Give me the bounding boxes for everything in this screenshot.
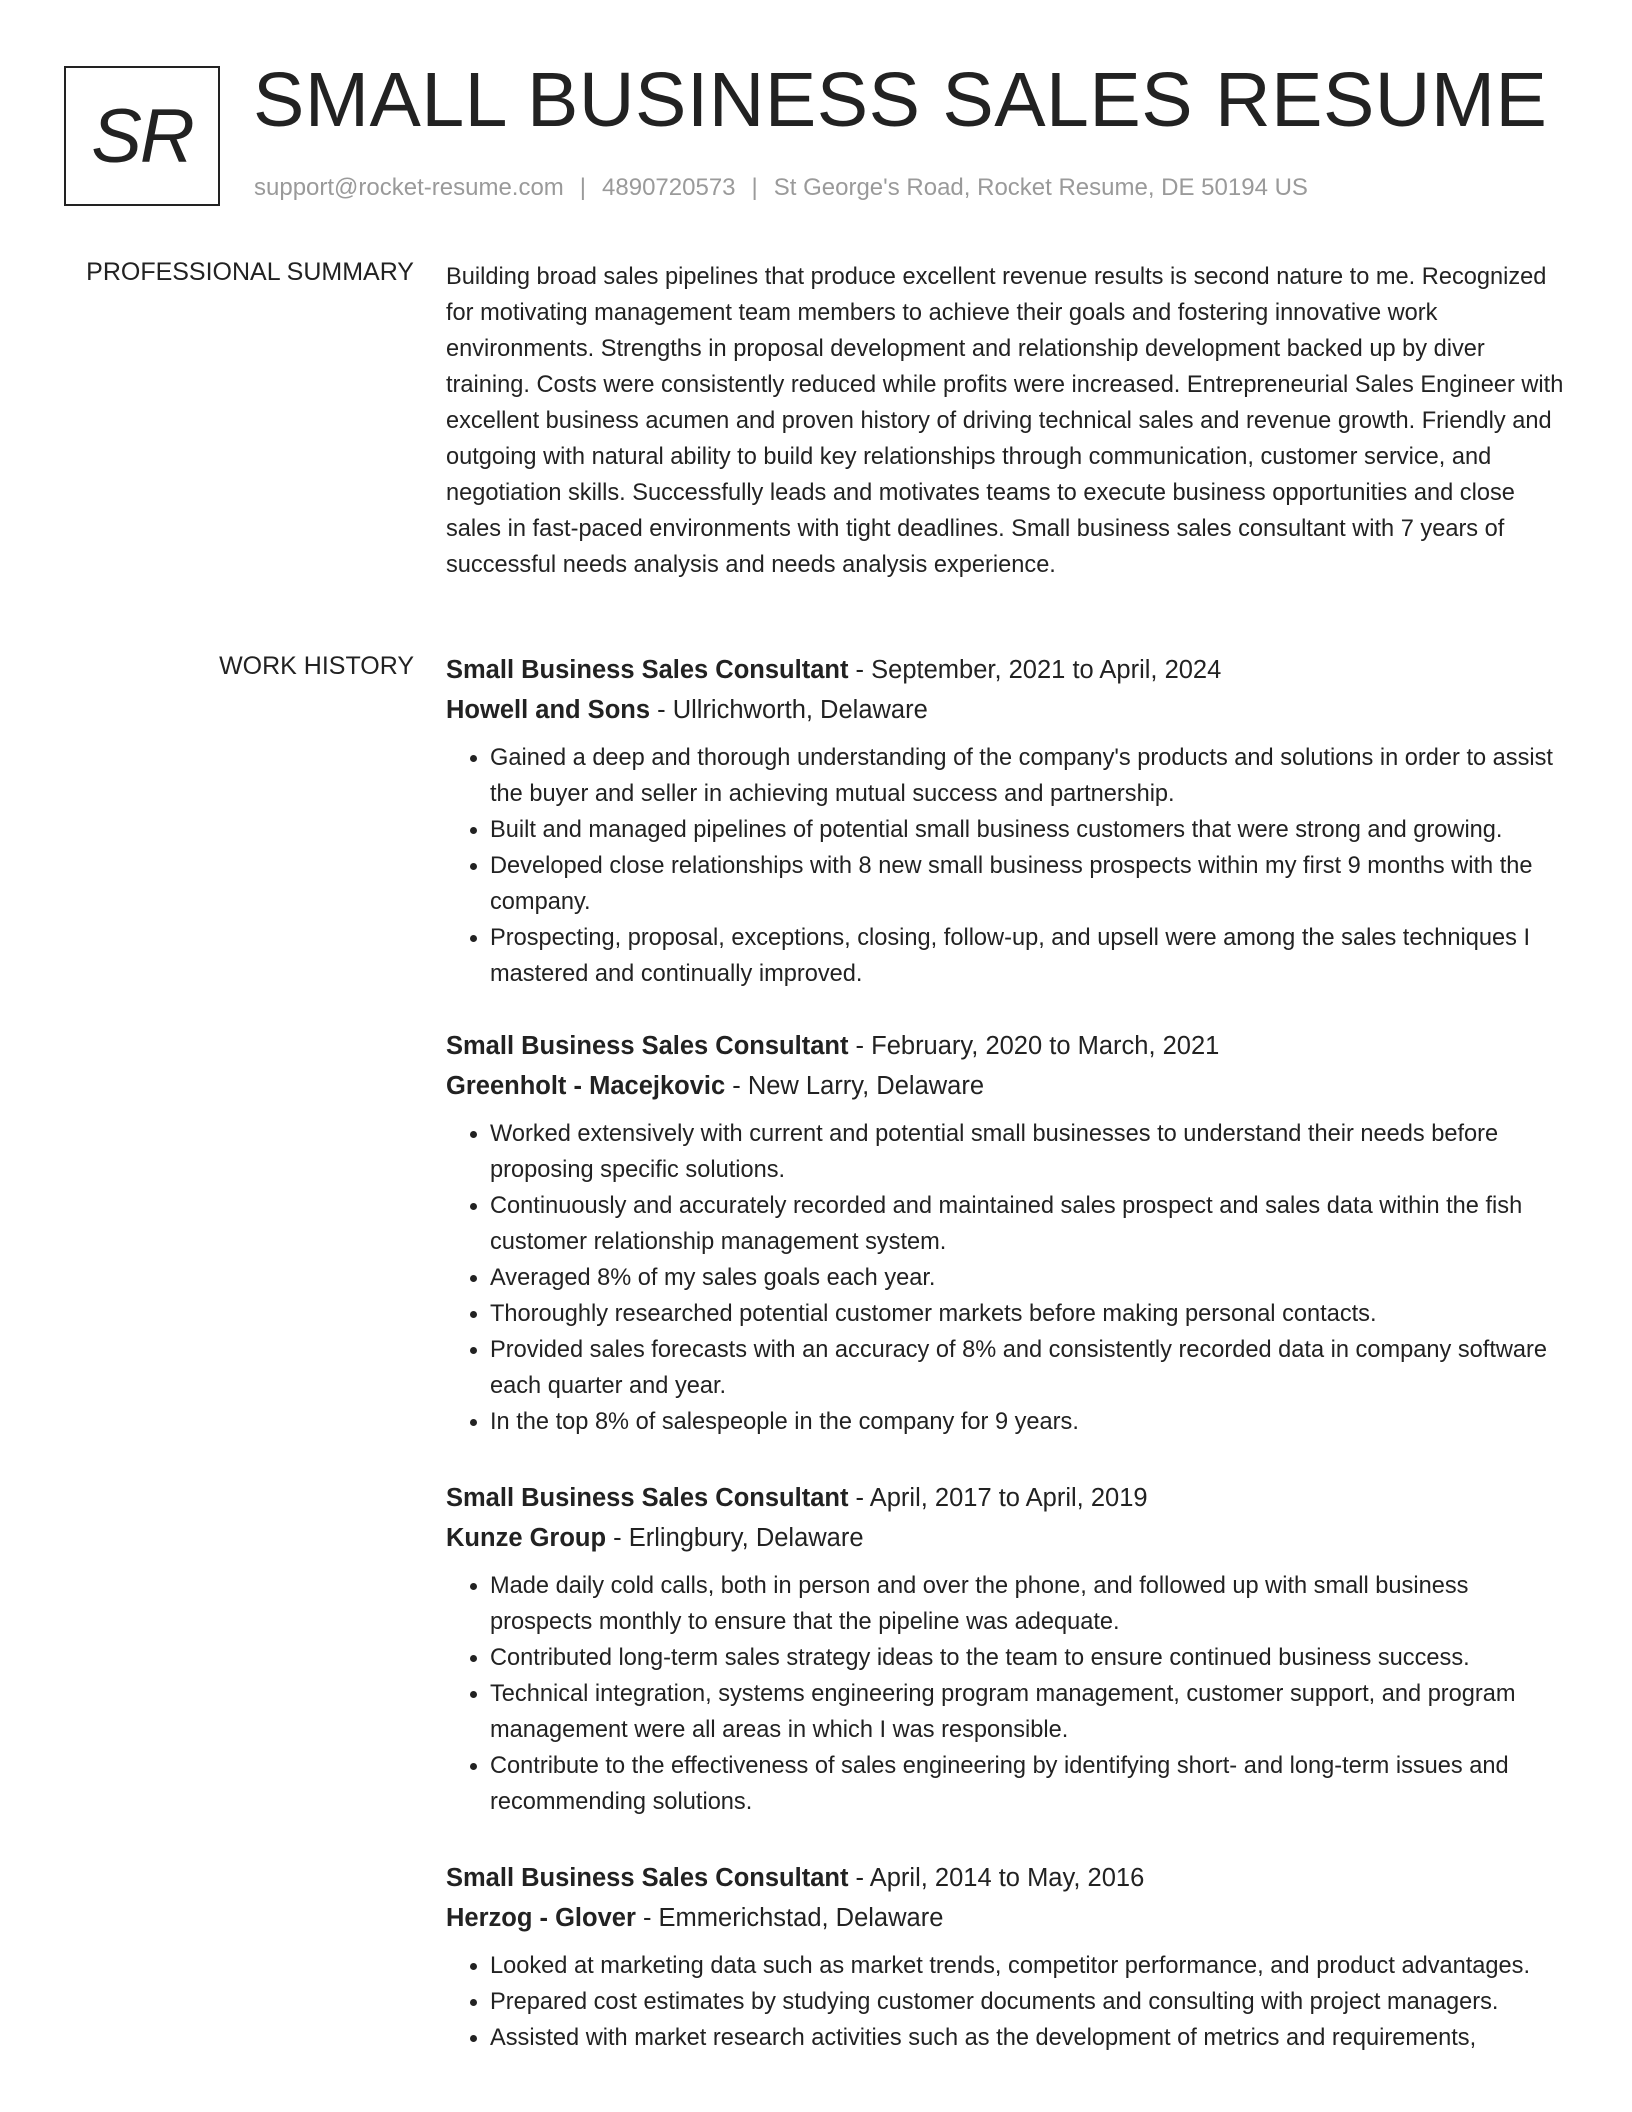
list-item: • Contributed long-term sales strategy ideas to the team to ensure continued business success. [490, 1640, 1572, 1676]
contact-address: St George's Road, Rocket Resume, DE 50194 US [773, 174, 1308, 201]
job-dates: - April, 2017 to April, 2019 [848, 1484, 1148, 1512]
list-item: • Made daily cold calls, both in person and over the phone, and followed up with small business prospects monthly to ensure that the pipeline was adequate. [490, 1568, 1572, 1640]
list-item: • Looked at marketing data such as market trends, competitor performance, and product advantages. [490, 1948, 1572, 1984]
job-entry [446, 1478, 1572, 1820]
job-title-line [446, 650, 1572, 690]
job-dates: - February, 2020 to March, 2021 [848, 1032, 1220, 1060]
job-entry [446, 1026, 1572, 1440]
summary-section [446, 259, 1572, 583]
contact-line [254, 174, 1308, 202]
job-dates: - September, 2021 to April, 2024 [848, 656, 1222, 684]
job-entry [446, 650, 1572, 992]
job-company-line [446, 1898, 1572, 1938]
job-entry [446, 1858, 1572, 2056]
contact-email[interactable]: support@rocket-resume.com [254, 174, 564, 201]
job-location: - New Larry, Delaware [725, 1072, 985, 1100]
contact-separator: | [751, 174, 758, 201]
list-item: • Prepared cost estimates by studying customer documents and consulting with project managers. [490, 1984, 1572, 2020]
job-bullets [446, 1116, 1572, 1440]
job-title-line [446, 1026, 1572, 1066]
job-location: - Erlingbury, Delaware [606, 1524, 864, 1552]
list-item: • In the top 8% of salespeople in the company for 9 years. [490, 1404, 1572, 1440]
job-company: Kunze Group [446, 1524, 607, 1552]
list-item: • Thoroughly researched potential customer markets before making personal contacts. [490, 1296, 1572, 1332]
job-title-line [446, 1858, 1572, 1898]
list-item: • Built and managed pipelines of potential small business customers that were strong and growing. [490, 812, 1572, 848]
contact-phone[interactable]: 4890720573 [602, 174, 736, 201]
monogram-logo: SR [64, 66, 220, 206]
job-company: Howell and Sons [446, 696, 651, 724]
list-item: • Prospecting, proposal, exceptions, closing, follow-up, and upsell were among the sales techniques I mastered and continually improved. [490, 920, 1572, 992]
job-title-line [446, 1478, 1572, 1518]
work-history-section-label: WORK HISTORY [219, 652, 414, 680]
job-company: Greenholt - Macejkovic [446, 1072, 726, 1100]
page-title: SMALL BUSINESS SALES RESUME [253, 57, 1548, 143]
job-location: - Emmerichstad, Delaware [635, 1904, 944, 1932]
list-item: • Continuously and accurately recorded and maintained sales prospect and sales data within the fish customer relationship management system. [490, 1188, 1572, 1260]
list-item: • Contribute to the effectiveness of sales engineering by identifying short- and long-term issues and recommending solutions. [490, 1748, 1572, 1820]
job-title: Small Business Sales Consultant [446, 1032, 849, 1060]
list-item: • Worked extensively with current and potential small businesses to understand their needs before proposing specific solutions. [490, 1116, 1572, 1188]
job-dates: - April, 2014 to May, 2016 [848, 1864, 1145, 1892]
job-company: Herzog - Glover [446, 1904, 636, 1932]
summary-section-label: PROFESSIONAL SUMMARY [86, 258, 414, 286]
job-bullets [446, 1948, 1572, 2056]
list-item: • Provided sales forecasts with an accuracy of 8% and consistently recorded data in company software each quarter and year. [490, 1332, 1572, 1404]
job-bullets [446, 1568, 1572, 1820]
job-title: Small Business Sales Consultant [446, 656, 849, 684]
list-item: • Developed close relationships with 8 new small business prospects within my first 9 months with the company. [490, 848, 1572, 920]
contact-separator: | [579, 174, 587, 201]
list-item: • Averaged 8% of my sales goals each year. [490, 1260, 1572, 1296]
job-location: - Ullrichworth, Delaware [650, 696, 928, 724]
summary-text: Building broad sales pipelines that produce excellent revenue results is second nature to me. Recognized for motivating management team members to achieve their goals and fostering innovative work environments. Strengths in proposal development and relationship development backed up by diver training. Costs were consistently reduced while profits were increased. Entrepreneurial Sales Engineer with excellent business acumen and proven history of driving technical sales and revenue growth. Friendly and outgoing with natural ability to build key relationships through communication, customer service, and negotiation skills. Successfully leads and motivates teams to execute business opportunities and close sales in fast-paced environments with tight deadlines. Small business sales consultant with 7 years of successful needs analysis and needs analysis experience. [446, 264, 1564, 578]
list-item: • Assisted with market research activities such as the development of metrics and requirements, [490, 2020, 1572, 2056]
job-company-line [446, 690, 1572, 730]
job-company-line [446, 1066, 1572, 1106]
job-bullets [446, 740, 1572, 992]
job-title: Small Business Sales Consultant [446, 1864, 849, 1892]
job-company-line [446, 1518, 1572, 1558]
job-title: Small Business Sales Consultant [446, 1484, 849, 1512]
list-item: • Gained a deep and thorough understanding of the company's products and solutions in order to assist the buyer and seller in achieving mutual success and partnership. [490, 740, 1572, 812]
list-item: • Technical integration, systems engineering program management, customer support, and program management were all areas in which I was responsible. [490, 1676, 1572, 1748]
